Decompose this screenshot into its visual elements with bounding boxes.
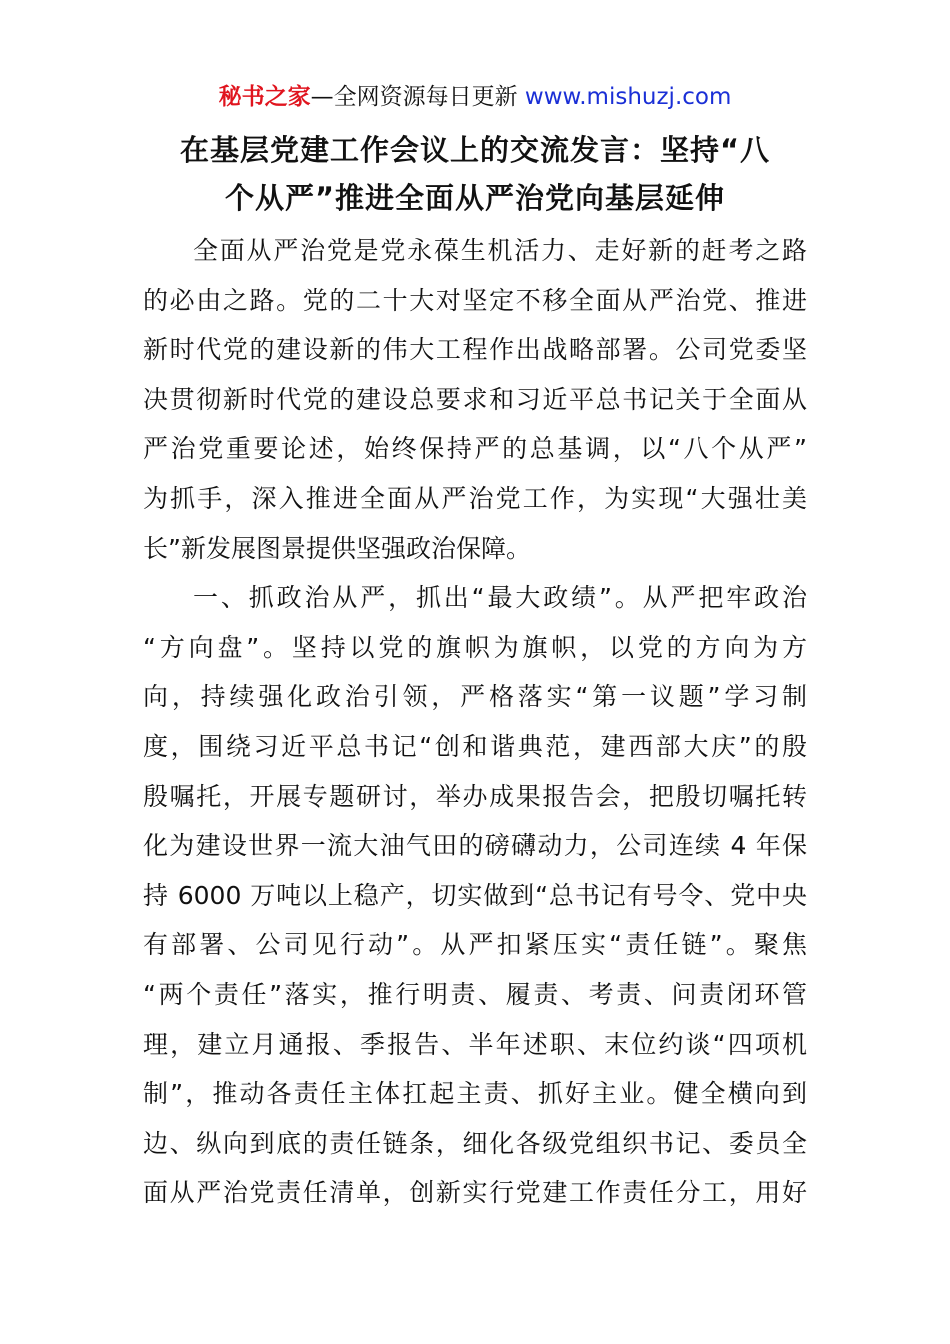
text-line: 理，建立月通报、季报告、半年述职、末位约谈“四项机 xyxy=(143,1029,807,1059)
text-line: 度，围绕习近平总书记“创和谐典范，建西部大庆”的殷 xyxy=(143,731,807,761)
text-line: 严治党重要论述，始终保持严的总基调，以“八个从严” xyxy=(143,434,807,464)
text-line: 有部署、公司见行动”。从严扣紧压实“责任链”。聚焦 xyxy=(143,930,807,960)
site-url-link[interactable]: www.mishuzj.com xyxy=(524,84,732,110)
text-line: 一、抓政治从严，抓出“最大政绩”。从严把牢政治 xyxy=(193,583,807,613)
text-line: 决贯彻新时代党的建设总要求和习近平总书记关于全面从 xyxy=(143,384,807,414)
text-line: 制”，推动各责任主体扛起主责、抓好主业。健全横向到 xyxy=(143,1079,807,1109)
text-line: 全面从严治党是党永葆生机活力、走好新的赶考之路 xyxy=(193,236,807,265)
text-line: 长”新发展图景提供坚强政治保障。 xyxy=(143,533,531,563)
site-brand: 秘书之家 xyxy=(218,84,311,110)
text-line: 持 6000 万吨以上稳产，切实做到“总书记有号令、党中央 xyxy=(143,880,807,910)
text-line: 向，持续强化政治引领，严格落实“第一议题”学习制 xyxy=(143,682,807,712)
text-line: “两个责任”落实，推行明责、履责、考责、问责闭环管 xyxy=(143,979,807,1009)
text-line: 为抓手，深入推进全面从严治党工作，为实现“大强壮美 xyxy=(143,483,807,513)
site-header xyxy=(0,80,950,114)
text-line: 边、纵向到底的责任链条，细化各级党组织书记、委员全 xyxy=(143,1128,807,1158)
title-line: 在基层党建工作会议上的交流发言：坚持“八 xyxy=(179,133,771,167)
text-line: 新时代党的建设新的伟大工程作出战略部署。公司党委坚 xyxy=(143,335,807,365)
text-line: 的必由之路。党的二十大对坚定不移全面从严治党、推进 xyxy=(143,285,807,315)
document-title xyxy=(145,126,805,222)
text-line: “方向盘”。坚持以党的旗帜为旗帜，以党的方向为方 xyxy=(143,632,807,662)
text-line: 面从严治党责任清单，创新实行党建工作责任分工，用好 xyxy=(143,1178,807,1208)
text-line: 殷嘱托，开展专题研讨，举办成果报告会，把殷切嘱托转 xyxy=(143,781,807,811)
title-line: 个从严”推进全面从严治党向基层延伸 xyxy=(224,181,726,215)
site-tagline: —全网资源每日更新 xyxy=(310,84,525,110)
document-body xyxy=(143,226,807,1218)
text-line: 化为建设世界一流大油气田的磅礴动力，公司连续 4 年保 xyxy=(143,831,807,861)
